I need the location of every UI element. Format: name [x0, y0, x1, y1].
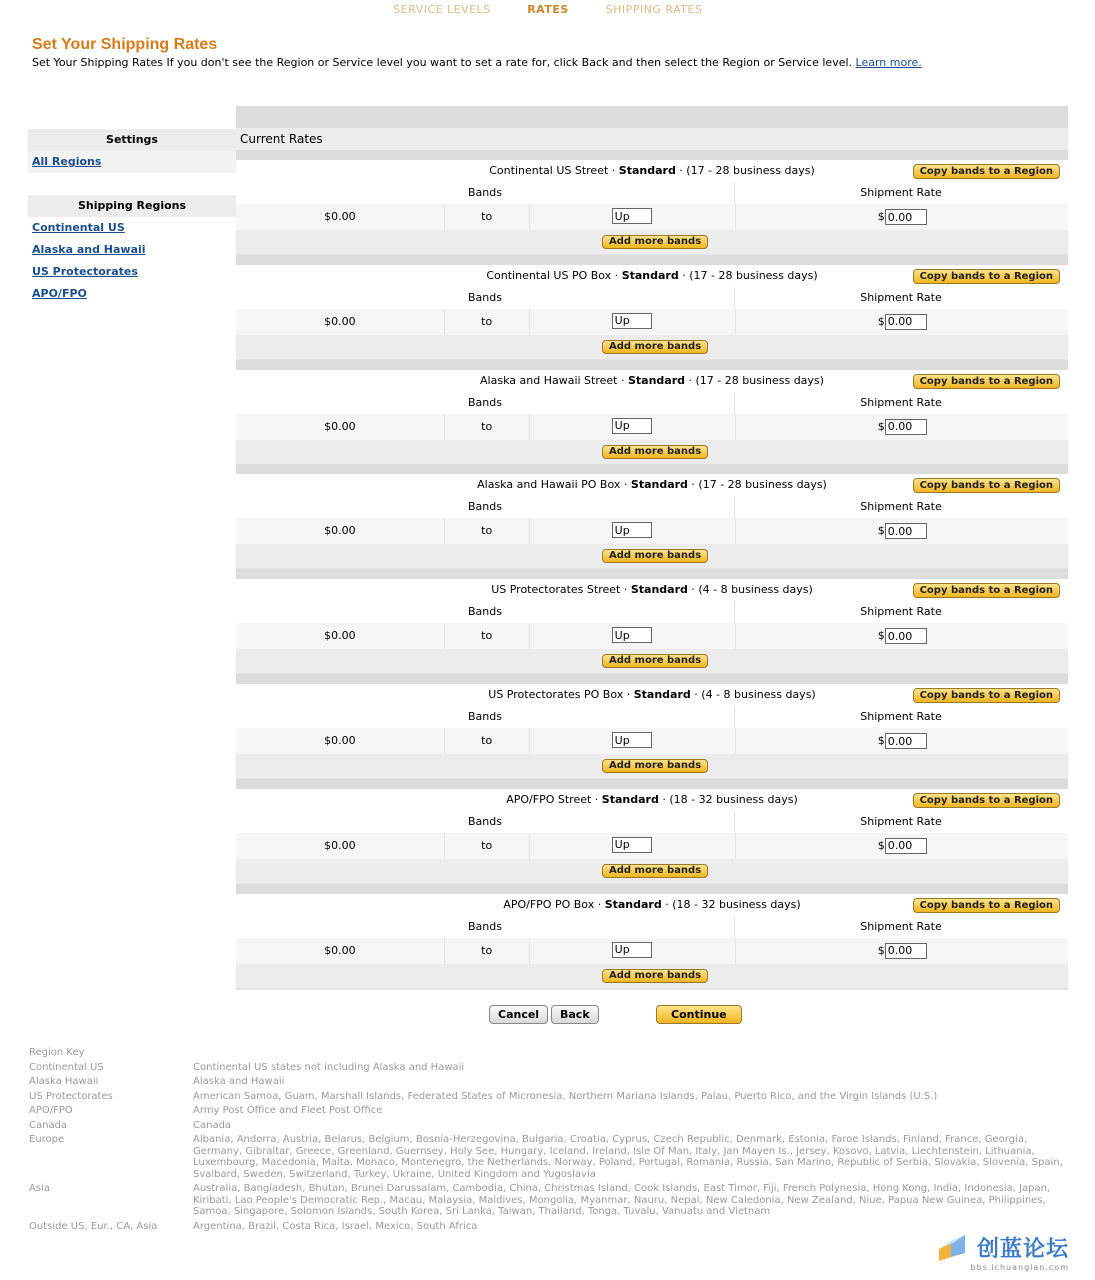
- region-key-row: [29, 1120, 1069, 1132]
- band-from: $0.00: [236, 309, 445, 335]
- region-key-row: [29, 1062, 1069, 1074]
- sidebar-item-continental-us[interactable]: Continental US: [32, 221, 125, 234]
- region-key-name: Alaska Hawaii: [29, 1076, 99, 1087]
- region-key-desc: Canada: [193, 1119, 232, 1131]
- region-key-desc: Continental US states not including Alaska and Hawaii: [193, 1061, 465, 1073]
- section-title: Continental US PO Box · Standard · (17 - 28 business days) Copy bands to a Region: [236, 265, 1068, 287]
- page-title: Set Your Shipping Rates: [32, 36, 218, 53]
- section-days: · (18 - 32 business days): [661, 897, 801, 911]
- section-title: US Protectorates Street · Standard · (4 - 8 business days) Copy bands to a Region: [236, 579, 1068, 601]
- bands-header-row: [236, 706, 1068, 728]
- settings-header: Settings: [28, 129, 236, 151]
- region-key-desc: Albania, Andorra, Austria, Belarus, Belgium, Bosnia-Herzegovina, Bulgaria, Croatia, Cyprus, Czech Republic, Denmark, Estonia, Faroe Islands, Finland, France, Georgia, Germany, Gibraltar, Greece, Greenland, Guernsey, Holy See, Hungary, Iceland, Ireland, Isle Of Man, Italy, Jan Mayen Is., Jersey, Kosovo, Latvia, Liechtenstein, Lithuania, Luxembourg, Macedonia, Malta, Monaco, Montenegro, the Netherlands, Norway, Poland, Portugal, Romania, Russia, San Marino, Republic of Serbia, Slovakia, Slovenia, Spain, Svalbard, Sweden, Switzerland, Turkey, Ukraine, United Kingdom and Yugoslavia: [193, 1134, 1063, 1180]
- rate-section: [236, 569, 1068, 674]
- shipment-rate-label: Shipment Rate: [860, 500, 942, 514]
- shipment-rate-input[interactable]: [885, 943, 927, 959]
- section-service-level: Standard: [601, 792, 659, 806]
- shipping-regions-header: Shipping Regions: [28, 195, 236, 217]
- section-region: Continental US Street: [489, 164, 609, 177]
- shipment-rate-input[interactable]: [885, 523, 927, 539]
- bands-header-row: [236, 182, 1068, 204]
- shipment-rate-input[interactable]: [885, 419, 927, 435]
- rates-panel: [236, 106, 1068, 990]
- shipment-rate-label: Shipment Rate: [860, 186, 942, 199]
- add-more-bands-button[interactable]: Add more bands: [602, 864, 708, 878]
- section-title: US Protectorates PO Box · Standard · (4 - 8 business days) Copy bands to a Region: [236, 684, 1068, 706]
- sidebar: [28, 129, 236, 305]
- band-upper-input[interactable]: [612, 627, 652, 643]
- band-to-label: to: [445, 623, 530, 649]
- step-rates: RATES: [527, 3, 569, 16]
- band-to-label: to: [445, 833, 530, 859]
- sidebar-item-alaska-hawaii[interactable]: Alaska and Hawaii: [32, 243, 146, 256]
- band-row: [236, 938, 1068, 964]
- region-key-desc: Alaska and Hawaii: [193, 1076, 285, 1087]
- section-region: US Protectorates Street: [491, 583, 621, 597]
- region-key-name: Outside US, Eur., CA, Asia: [29, 1220, 158, 1232]
- rate-section: [236, 360, 1068, 465]
- region-key-name: APO/FPO: [29, 1105, 73, 1116]
- add-more-bands-button[interactable]: Add more bands: [602, 759, 708, 773]
- bands-label: Bands: [236, 287, 735, 309]
- region-key-name: Asia: [29, 1183, 50, 1194]
- copy-bands-button[interactable]: Copy bands to a Region: [913, 898, 1060, 913]
- step-shipping-rates: SHIPPING RATES: [605, 3, 703, 16]
- rate-section: [236, 255, 1068, 360]
- bands-label: Bands: [236, 706, 735, 728]
- currency-symbol: $: [877, 524, 885, 538]
- region-key-row: [29, 1105, 1069, 1117]
- section-service-level: Standard: [627, 373, 686, 387]
- band-from: $0.00: [236, 623, 445, 649]
- band-upper-input[interactable]: [612, 522, 652, 538]
- band-to-label: to: [445, 309, 530, 335]
- watermark-url: bbs.ichuanglan.com: [970, 1263, 1069, 1272]
- band-upper-input[interactable]: [612, 208, 652, 224]
- band-to-label: to: [445, 518, 530, 544]
- section-service-level: Standard: [633, 688, 691, 701]
- copy-bands-button[interactable]: Copy bands to a Region: [913, 583, 1060, 598]
- band-upper-input[interactable]: [612, 732, 652, 748]
- region-key-name: Continental US: [29, 1061, 104, 1073]
- rate-section: [236, 779, 1068, 884]
- sidebar-item-us-protectorates[interactable]: US Protectorates: [32, 265, 138, 278]
- watermark-text: 创蓝论坛: [976, 1236, 1069, 1262]
- shipment-rate-label: Shipment Rate: [860, 605, 942, 619]
- rate-section: [236, 150, 1068, 255]
- shipment-rate-input[interactable]: [885, 628, 927, 644]
- region-key: [29, 1047, 1069, 1235]
- currency-symbol: $: [877, 210, 885, 223]
- back-button[interactable]: Back: [551, 1005, 599, 1024]
- shipment-rate-label: Shipment Rate: [860, 919, 942, 933]
- bands-label: Bands: [236, 496, 735, 518]
- section-title: APO/FPO Street · Standard · (18 - 32 business days) Copy bands to a Region: [236, 789, 1068, 811]
- currency-symbol: $: [877, 734, 885, 747]
- section-service-level: Standard: [621, 268, 679, 282]
- band-upper-input[interactable]: [612, 418, 652, 434]
- add-more-bands-button[interactable]: Add more bands: [602, 235, 708, 249]
- add-more-bands-button[interactable]: Add more bands: [602, 549, 708, 563]
- currency-symbol: $: [877, 838, 885, 852]
- progress-steps: [0, 0, 1095, 14]
- bands-header-row: [236, 916, 1068, 938]
- region-key-desc: Army Post Office and Fleet Post Office: [193, 1105, 383, 1116]
- section-service-level: Standard: [630, 478, 688, 492]
- copy-bands-button[interactable]: Copy bands to a Region: [913, 688, 1060, 703]
- watermark-logo-icon: [935, 1231, 971, 1263]
- add-more-bands-button[interactable]: Add more bands: [602, 654, 708, 668]
- shipment-rate-input[interactable]: [885, 209, 927, 225]
- step-service-levels: SERVICE LEVELS: [393, 3, 491, 16]
- bands-header-row: [236, 811, 1068, 833]
- learn-more-link[interactable]: Learn more.: [855, 56, 922, 69]
- copy-bands-button[interactable]: Copy bands to a Region: [913, 269, 1060, 284]
- band-row: [236, 728, 1068, 754]
- page-subtitle: [32, 56, 922, 69]
- currency-symbol: $: [877, 419, 885, 433]
- bands-label: Bands: [236, 182, 735, 204]
- section-service-level: Standard: [630, 583, 688, 597]
- shipment-rate-label: Shipment Rate: [860, 710, 942, 723]
- section-service-level: Standard: [604, 897, 662, 911]
- region-key-title: Region Key: [29, 1047, 85, 1058]
- band-from: $0.00: [236, 204, 445, 230]
- current-rates-heading: Current Rates: [236, 128, 1068, 150]
- bands-header-row: [236, 496, 1068, 518]
- section-region: APO/FPO PO Box: [503, 897, 595, 911]
- band-row: [236, 309, 1068, 335]
- band-from: $0.00: [236, 414, 445, 440]
- sidebar-item-apo-fpo[interactable]: APO/FPO: [32, 287, 87, 300]
- subtitle-text: Set Your Shipping Rates If you don't see the Region or Service level you want to set a rate for, click Back and then select the Region or Service level.: [32, 56, 853, 69]
- band-from: $0.00: [236, 518, 445, 544]
- bands-label: Bands: [236, 601, 735, 623]
- section-region: Alaska and Hawaii Street: [480, 373, 618, 387]
- region-key-row: [29, 1076, 1069, 1088]
- shipment-rate-label: Shipment Rate: [860, 395, 942, 409]
- section-title: Alaska and Hawaii Street · Standard · (17 - 28 business days) Copy bands to a Region: [236, 370, 1068, 392]
- region-key-row: [29, 1134, 1069, 1180]
- band-row: [236, 623, 1068, 649]
- copy-bands-button[interactable]: Copy bands to a Region: [913, 793, 1060, 808]
- section-region: Continental US PO Box: [486, 268, 612, 282]
- band-from: $0.00: [236, 728, 445, 754]
- section-days: · (17 - 28 business days): [678, 268, 818, 282]
- bands-label: Bands: [236, 811, 735, 833]
- bands-header-row: [236, 392, 1068, 414]
- section-region: US Protectorates PO Box: [488, 688, 624, 701]
- band-upper-input[interactable]: [612, 313, 652, 329]
- band-to-label: to: [445, 728, 530, 754]
- add-more-bands-button[interactable]: Add more bands: [602, 340, 708, 354]
- region-key-name: US Protectorates: [29, 1090, 113, 1102]
- copy-bands-button[interactable]: Copy bands to a Region: [913, 164, 1060, 179]
- section-service-level: Standard: [618, 164, 676, 177]
- region-key-row: [29, 1183, 1069, 1218]
- bands-label: Bands: [236, 916, 735, 938]
- shipment-rate-input[interactable]: [885, 838, 927, 854]
- section-title: Alaska and Hawaii PO Box · Standard · (17 - 28 business days) Copy bands to a Region: [236, 474, 1068, 496]
- region-key-desc: American Samoa, Guam, Marshall Islands, Federated States of Micronesia, Northern Mariana Islands, Palau, Puerto Rico, and the Virgin Islands (U.S.): [193, 1090, 938, 1102]
- currency-symbol: $: [877, 314, 885, 328]
- band-to-label: to: [445, 204, 530, 230]
- shipment-rate-label: Shipment Rate: [860, 814, 942, 828]
- band-upper-input[interactable]: [612, 942, 652, 958]
- currency-symbol: $: [877, 943, 885, 957]
- add-more-bands-button[interactable]: Add more bands: [602, 969, 708, 983]
- section-days: · (17 - 28 business days): [675, 164, 815, 177]
- region-key-desc: Argentina, Brazil, Costa Rica, Israel, Mexico, South Africa: [193, 1220, 478, 1232]
- section-days: · (17 - 28 business days): [687, 478, 827, 492]
- region-key-name: Europe: [29, 1134, 65, 1145]
- region-key-row: [29, 1221, 1069, 1233]
- copy-bands-button[interactable]: Copy bands to a Region: [913, 478, 1060, 493]
- sidebar-item-all-regions[interactable]: All Regions: [28, 151, 236, 173]
- rate-section: [236, 464, 1068, 569]
- cancel-button[interactable]: Cancel: [489, 1005, 548, 1024]
- band-from: $0.00: [236, 833, 445, 859]
- add-more-bands-button[interactable]: Add more bands: [602, 445, 708, 459]
- currency-symbol: $: [877, 629, 885, 643]
- continue-button[interactable]: Continue: [656, 1005, 742, 1024]
- section-title: Continental US Street · Standard · (17 - 28 business days) Copy bands to a Region: [236, 160, 1068, 182]
- copy-bands-button[interactable]: Copy bands to a Region: [913, 374, 1060, 389]
- section-days: · (4 - 8 business days): [687, 583, 813, 597]
- band-row: [236, 833, 1068, 859]
- bands-label: Bands: [236, 392, 735, 414]
- section-title: APO/FPO PO Box · Standard · (18 - 32 business days) Copy bands to a Region: [236, 894, 1068, 916]
- region-key-row: [29, 1091, 1069, 1103]
- band-to-label: to: [445, 938, 530, 964]
- section-days: · (4 - 8 business days): [690, 688, 816, 701]
- band-row: [236, 204, 1068, 230]
- section-region: APO/FPO Street: [506, 792, 592, 806]
- region-key-desc: Australia, Bangladesh, Bhutan, Brunei Darussalam, Cambodia, China, Christmas Island, Cook Islands, East Timor, Fiji, French Polynesia, Hong Kong, India, Indonesia, Japan, Kiribati, Lao People's Democratic Rep., Macau, Malaysia, Maldives, Mongolia, Myanmar, Nauru, Nepal, New Caledonia, New Zealand, Niue, Papua New Guinea, Philippines, Samoa, Singapore, Solomon Islands, South Korea, Sri Lanka, Taiwan, Thailand, Tonga, Tuvalu, Vanuatu and Vietnam: [193, 1183, 1051, 1217]
- section-days: · (18 - 32 business days): [658, 792, 798, 806]
- band-row: [236, 414, 1068, 440]
- region-key-name: Canada: [29, 1119, 68, 1131]
- shipment-rate-input[interactable]: [885, 314, 927, 330]
- watermark: [935, 1231, 1069, 1272]
- band-row: [236, 518, 1068, 544]
- band-from: $0.00: [236, 938, 445, 964]
- bands-header-row: [236, 601, 1068, 623]
- band-upper-input[interactable]: [612, 837, 652, 853]
- shipment-rate-input[interactable]: [885, 733, 927, 749]
- rate-section: [236, 884, 1068, 989]
- shipment-rate-label: Shipment Rate: [860, 290, 942, 304]
- rate-section: [236, 674, 1068, 779]
- bands-header-row: [236, 287, 1068, 309]
- band-to-label: to: [445, 414, 530, 440]
- section-region: Alaska and Hawaii PO Box: [477, 478, 621, 492]
- section-days: · (17 - 28 business days): [685, 373, 824, 387]
